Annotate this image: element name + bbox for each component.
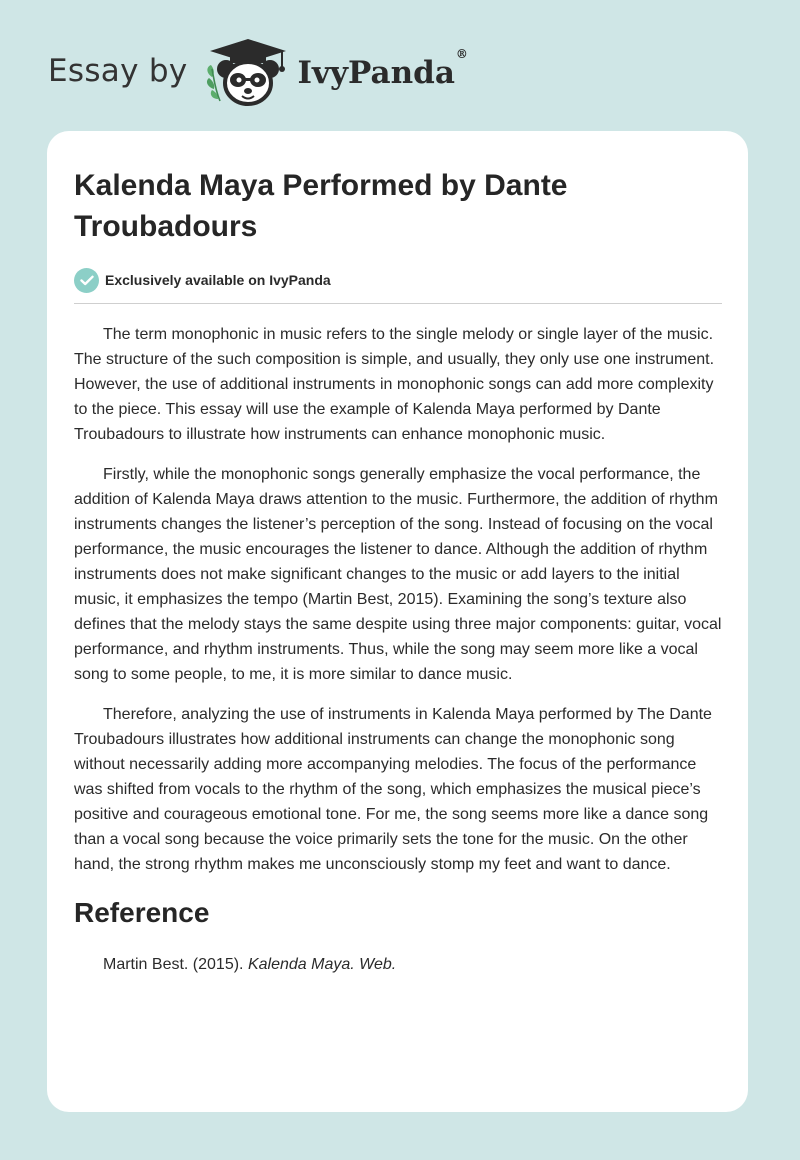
reference-item <box>74 952 722 977</box>
site-header <box>48 36 468 106</box>
reference-heading: Reference <box>74 897 210 928</box>
reference-author: Martin Best. (2015). <box>103 956 244 973</box>
paragraph-1: The term monophonic in music refers to the single melody or single layer of the music. The structure of the such composition is simple, and usually, they only use one instrument. However, the use of additional instruments in monophonic songs can add more complexity to the piece. This essay will use the example of Kalenda Maya performed by Dante Troubadours to illustrate how instruments can enhance monophonic music. <box>74 326 715 443</box>
trademark-mark: ® <box>455 46 468 61</box>
exclusive-label: Exclusively available on IvyPanda <box>105 272 331 288</box>
ivypanda-logo[interactable] <box>202 33 468 109</box>
checkmark-icon <box>74 268 99 293</box>
page-title: Kalenda Maya Performed by Dante Troubadours <box>74 169 568 243</box>
essay-card <box>47 131 748 1112</box>
essay-by-label: Essay by <box>48 53 188 89</box>
paragraph-3: Therefore, analyzing the use of instruments in Kalenda Maya performed by The Dante Troubadours illustrates how additional instruments can change the monophonic song without necessarily adding more accompanying melodies. The focus of the performance was shifted from vocals to the rhythm of the song, which emphasizes the musical piece’s positive and courageous emotional tone. For me, the song seems more like a dance song than a vocal song because the voice primarily sets the tone for the music. On the other hand, the strong rhythm makes me unconsciously stomp my feet and want to dance. <box>74 706 712 873</box>
brand-name: IvyPanda® <box>297 46 468 91</box>
paragraph-2: Firstly, while the monophonic songs generally emphasize the vocal performance, the addition of Kalenda Maya draws attention to the music. Furthermore, the addition of rhythm instruments changes the listener’s perception of the song. Instead of focusing on the vocal performance, the music encourages the listener to dance. Although the addition of rhythm instruments does not make significant changes to the music or add layers to the initial music, it emphasizes the tempo (Martin Best, 2015). Examining the song’s texture also defines that the melody stays the same despite using three major components: guitar, vocal performance, and rhythm instruments. Thus, while the song may seem more like a vocal song to some people, to me, it is more similar to dance music. <box>74 466 722 683</box>
reference-work: Kalenda Maya. Web. <box>247 956 397 973</box>
panda-graduate-icon <box>202 33 294 109</box>
divider <box>74 303 722 304</box>
exclusive-badge <box>74 267 722 293</box>
